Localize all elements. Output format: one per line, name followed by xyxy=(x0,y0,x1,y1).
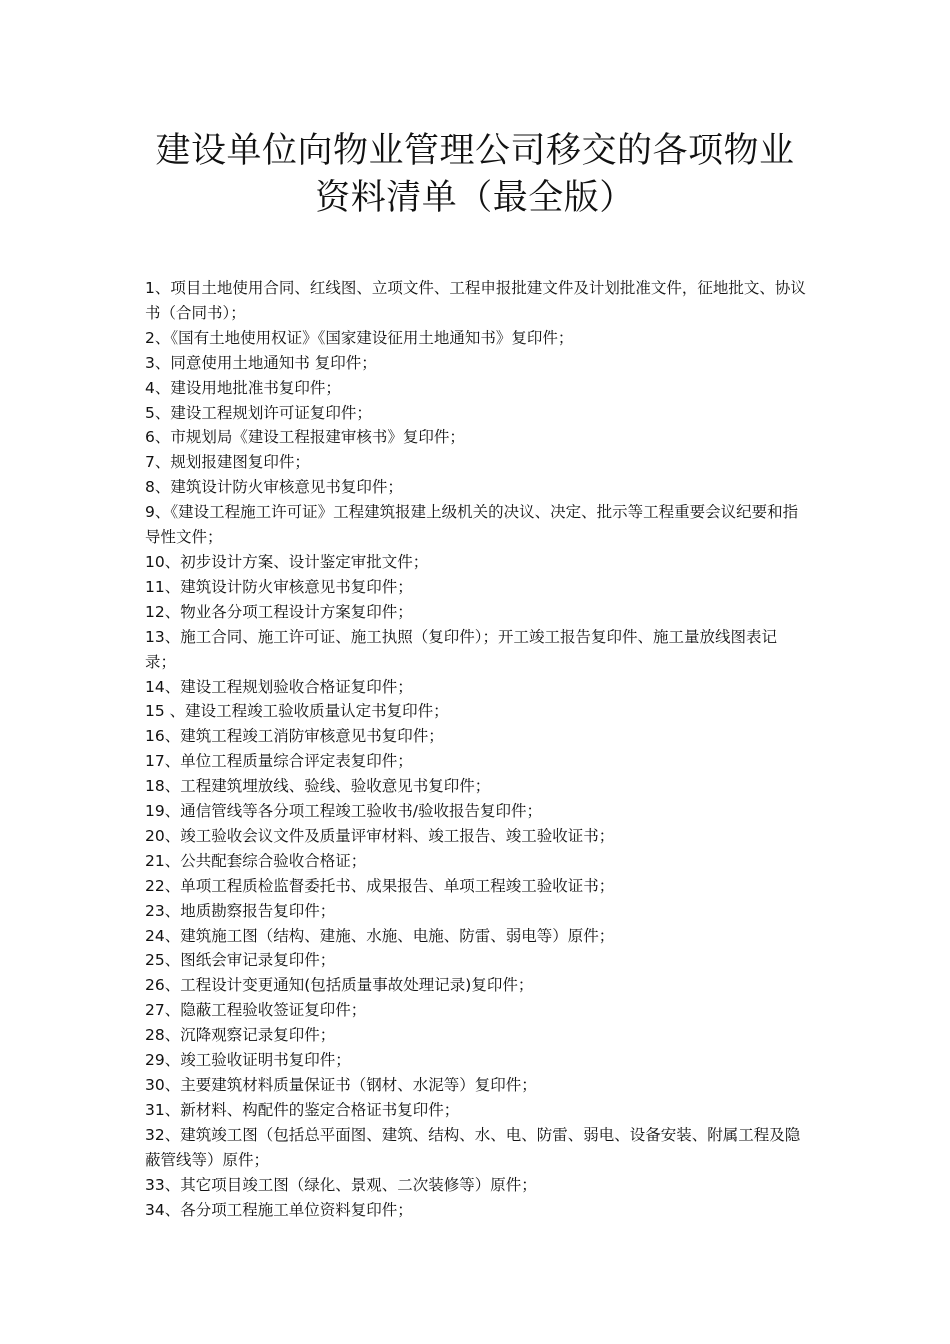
list-item: 2、《国有土地使用权证》《国家建设征用土地通知书》复印件； xyxy=(145,328,574,347)
list-item: 32、建筑竣工图（包括总平面图、建筑、结构、水、电、防雷、弱电、设备安装、附属工程及隐蔽管线等）原件； xyxy=(145,1125,801,1169)
title-line-1: 建设单位向物业管理公司移交的各项物业 xyxy=(155,131,795,171)
list-item: 34、各分项工程施工单位资料复印件； xyxy=(145,1200,413,1219)
list-item: 20、竣工验收会议文件及质量评审材料、竣工报告、竣工验收证书； xyxy=(145,826,615,845)
document-list xyxy=(145,276,807,1222)
list-item: 18、工程建筑埋放线、验线、验收意见书复印件； xyxy=(145,777,491,796)
list-item: 5、建设工程规划许可证复印件； xyxy=(145,403,372,422)
list-item: 27、隐蔽工程验收签证复印件； xyxy=(145,1001,367,1020)
title-line-2: 资料清单（最全版） xyxy=(315,178,635,218)
list-item: 8、建筑设计防火审核意见书复印件； xyxy=(145,478,403,497)
list-item: 26、工程设计变更通知(包括质量事故处理记录)复印件； xyxy=(145,976,534,995)
list-item: 19、通信管线等各分项工程竣工验收书/验收报告复印件； xyxy=(145,802,542,821)
list-item: 22、单项工程质检监督委托书、成果报告、单项工程竣工验收证书； xyxy=(145,876,615,895)
list-item: 10、初步设计方案、设计鉴定审批文件； xyxy=(145,552,429,571)
list-item: 23、地质勘察报告复印件； xyxy=(145,901,336,920)
list-item: 33、其它项目竣工图（绿化、景观、二次装修等）原件； xyxy=(145,1175,537,1194)
list-item: 9、《建设工程施工许可证》工程建筑报建上级机关的决议、决定、批示等工程重要会议纪要和指导性文件； xyxy=(145,503,799,547)
list-item: 13、施工合同、施工许可证、施工执照（复印件）；开工竣工报告复印件、施工量放线图表记录； xyxy=(145,627,777,671)
list-item: 15 、建设工程竣工验收质量认定书复印件； xyxy=(145,702,449,721)
list-item: 11、建筑设计防火审核意见书复印件； xyxy=(145,577,413,596)
list-item: 16、建筑工程竣工消防审核意见书复印件； xyxy=(145,727,444,746)
list-item: 28、沉降观察记录复印件； xyxy=(145,1026,336,1045)
list-item: 24、建筑施工图（结构、建施、水施、电施、防雷、弱电等）原件； xyxy=(145,926,615,945)
list-item: 4、建设用地批准书复印件； xyxy=(145,378,341,397)
list-item: 21、公共配套综合验收合格证； xyxy=(145,851,367,870)
list-item: 12、物业各分项工程设计方案复印件； xyxy=(145,602,413,621)
list-item: 14、建设工程规划验收合格证复印件； xyxy=(145,677,413,696)
page-title xyxy=(130,128,820,222)
list-item: 17、单位工程质量综合评定表复印件； xyxy=(145,752,413,771)
list-item: 3、同意使用土地通知书 复印件； xyxy=(145,353,377,372)
list-item: 30、主要建筑材料质量保证书（钢材、水泥等）复印件； xyxy=(145,1076,537,1094)
list-item: 29、竣工验收证明书复印件； xyxy=(145,1051,351,1070)
list-item: 7、规划报建图复印件； xyxy=(145,453,310,472)
list-item: 31、新材料、构配件的鉴定合格证书复印件； xyxy=(145,1100,460,1119)
list-item: 1、项目土地使用合同、红线图、立项文件、工程申报批建文件及计划批准文件，征地批文、协议书（合同书）； xyxy=(145,279,806,322)
list-item: 6、市规划局《建设工程报建审核书》复印件； xyxy=(145,428,465,447)
list-item: 25、图纸会审记录复印件； xyxy=(145,951,336,970)
